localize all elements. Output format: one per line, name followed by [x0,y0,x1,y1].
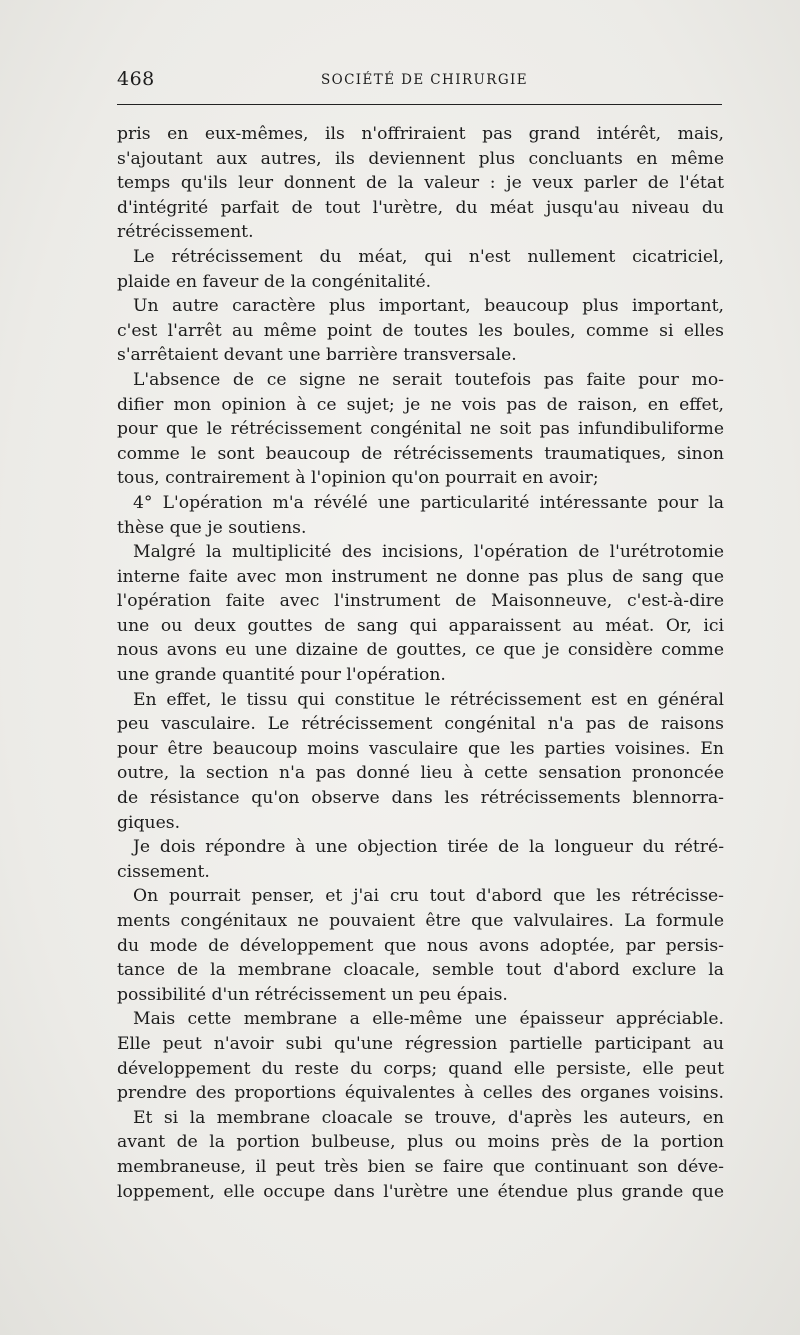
text-line: loppement, elle occupe dans l'urètre une étendue plus grande que [117,1181,724,1202]
text-line: peu vasculaire. Le rétrécissement congénital n'a pas de raisons [117,714,724,735]
text-line: tance de la membrane cloacale, semble tout d'abord exclure la [117,960,724,981]
text-line: Le rétrécissement du méat, qui n'est nullement cicatriciel, [133,246,724,267]
text-line: développement du reste du corps; quand elle persiste, elle peut [117,1058,724,1079]
text-line: outre, la section n'a pas donné lieu à cette sensation prononcée [117,763,724,784]
text-line: comme le sont beaucoup de rétrécissements traumatiques, sinon [117,443,724,464]
text-line: s'ajoutant aux autres, ils deviennent plus concluants en même [117,148,724,169]
text-line: ments congénitaux ne pouvaient être que valvulaires. La formule [117,911,724,931]
text-line: de résistance qu'on observe dans les rétrécissements blennorra- [117,788,724,809]
text-line: plaide en faveur de la congénitalité. [117,271,432,292]
text-line: nous avons eu une dizaine de gouttes, ce que je considère comme [117,640,724,661]
text-line: membraneuse, il peut très bien se faire que continuant son déve- [117,1156,724,1177]
body-text [117,122,724,1204]
text-line: avant de la portion bulbeuse, plus ou moins près de la portion [117,1132,724,1153]
text-line: En effet, le tissu qui constitue le rétrécissement est en général [133,689,724,710]
text-line: difier mon opinion à ce sujet; je ne vois pas de raison, en effet, [117,394,724,415]
text-line: pour que le rétrécissement congénital ne soit pas infundibuliforme [117,419,724,440]
text-line: Malgré la multiplicité des incisions, l'opération de l'urétrotomie [133,542,724,563]
text-line: l'opération faite avec l'instrument de Maisonneuve, c'est-à-dire [117,591,724,612]
text-line: giques. [117,812,181,833]
text-line: 4° L'opération m'a révélé une particularité intéressante pour la [133,492,724,513]
running-head: SOCIÉTÉ DE CHIRURGIE [320,72,529,88]
text-line: du mode de développement que nous avons adoptée, par persis- [117,935,724,956]
text-line: pris en eux-mêmes, ils n'offriraient pas grand intérêt, mais, [117,124,724,144]
text-line: une ou deux gouttes de sang qui apparaissent au méat. Or, ici [117,615,724,636]
text-line: s'arrêtaient devant une barrière transversale. [117,345,517,366]
text-line: temps qu'ils leur donnent de la valeur : je veux parler de l'état [117,173,724,194]
text-line: On pourrait penser, et j'ai cru tout d'abord que les rétrécisse- [133,886,724,907]
text-line: L'absence de ce signe ne serait toutefois pas faite pour mo- [133,369,724,390]
text-line: c'est l'arrêt au même point de toutes les boules, comme si elles [117,320,724,341]
text-line: prendre des proportions équivalentes à celles des organes voisins. [117,1083,724,1104]
text-line: rétrécissement. [117,222,254,243]
page-header [117,66,722,96]
text-line: cissement. [117,861,210,882]
text-line: une grande quantité pour l'opération. [117,665,446,686]
text-line: d'intégrité parfait de tout l'urètre, du méat jusqu'au niveau du [117,197,724,218]
header-rule [117,104,722,105]
text-line: Je dois répondre à une objection tirée de la longueur du rétré- [133,837,724,858]
text-line: Elle peut n'avoir subi qu'une régression partielle participant au [117,1033,724,1054]
text-line: thèse que je soutiens. [117,517,307,538]
page-number: 468 [117,68,155,90]
text-line: interne faite avec mon instrument ne donne pas plus de sang que [117,566,724,587]
text-line: possibilité d'un rétrécissement un peu épais. [117,984,508,1005]
text-line: Mais cette membrane a elle-même une épaisseur appréciable. [133,1009,724,1030]
text-line: tous, contrairement à l'opinion qu'on pourrait en avoir; [117,468,599,489]
text-line: Un autre caractère plus important, beaucoup plus important, [133,296,724,317]
text-line: pour être beaucoup moins vasculaire que les parties voisines. En [117,738,724,759]
text-line: Et si la membrane cloacale se trouve, d'après les auteurs, en [133,1107,724,1128]
